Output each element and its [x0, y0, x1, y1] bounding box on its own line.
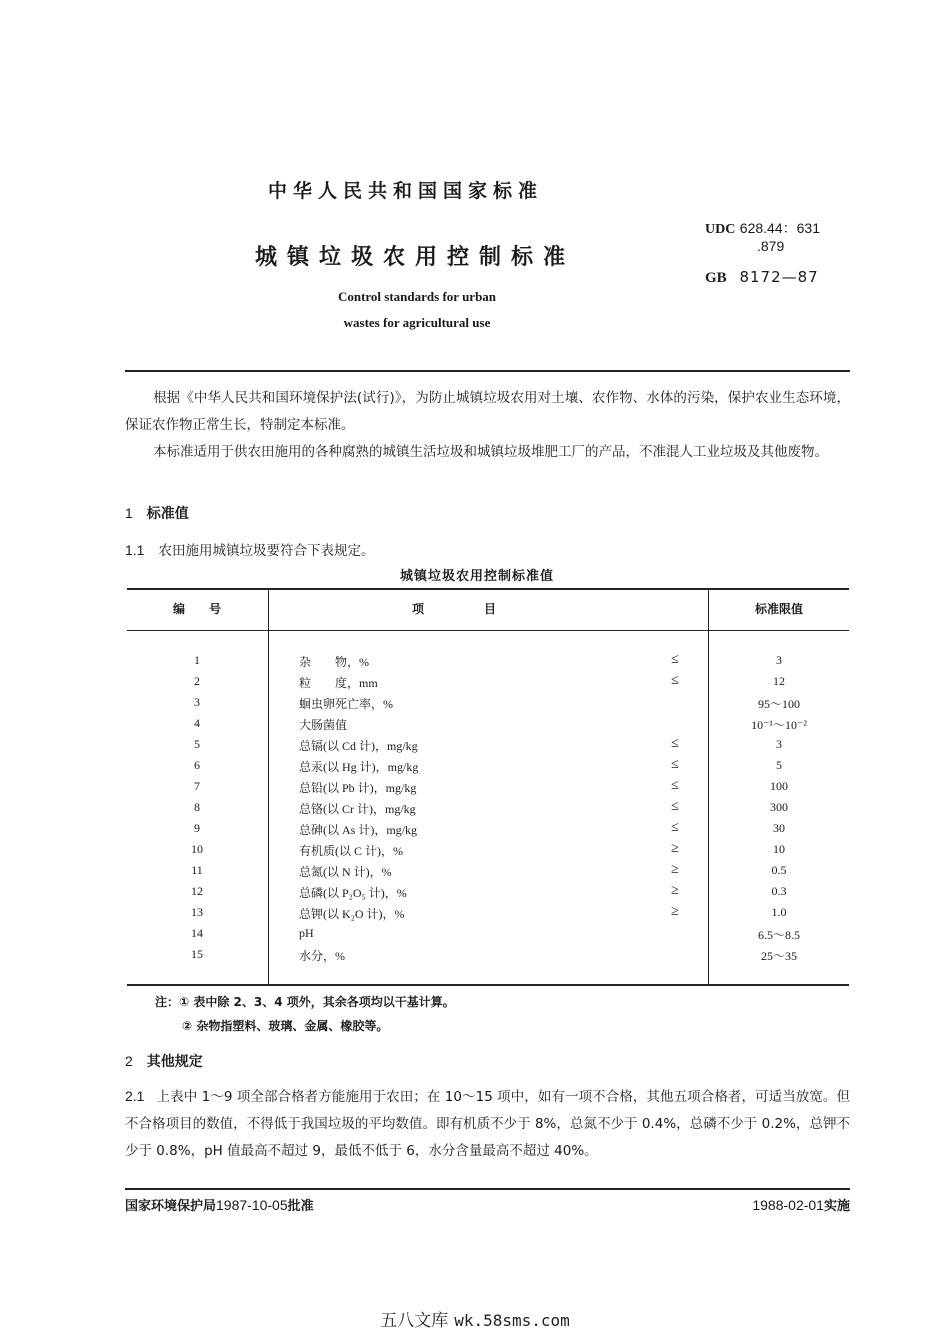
- table-header-no: 编 号: [172, 602, 221, 616]
- row-value: 10: [773, 842, 785, 856]
- row-number: 13: [191, 905, 203, 919]
- table-row: [127, 695, 849, 716]
- standard-title-cn: 城镇垃圾农用控制标准: [255, 245, 576, 270]
- row-item: 杂 物，%: [299, 655, 369, 669]
- clause-2-1-text: 上表中 1～9 项全部合格者方能施用于农田；在 10～15 项中，如有一项不合格，其他五项合格者，可适当放宽。但不合格项目的数值，不得低于我国垃圾的平均数值。即有机质不少于 8%，总氮不少于 0.4%，总磷不少于 0.2%，总钾不少于 0.8%，pH 值最高不超过 9，最低不低于 6，水分含量最高不超过 40%。: [125, 1089, 850, 1159]
- intro-paragraph-1-text: 根据《中华人民共和国环境保护法(试行)》，为防止城镇垃圾农用对土壤、农作物、水体的污染，保护农业生态环境，保证农作物正常生长，特制定本标准。: [125, 390, 850, 433]
- table-row: [127, 842, 849, 863]
- gb-number: 8172—87: [739, 268, 819, 286]
- table-row: [127, 863, 849, 884]
- row-number: 9: [194, 821, 200, 835]
- footer-divider: [125, 1188, 850, 1190]
- table-caption: 城镇垃圾农用控制标准值: [400, 569, 555, 584]
- row-value: 3: [776, 653, 782, 667]
- table-row: [127, 758, 849, 779]
- approval-suffix: 批准: [287, 1199, 314, 1214]
- clause-1-1-number: 1.1: [125, 542, 145, 558]
- standards-table: [127, 588, 849, 986]
- row-number: 11: [191, 863, 203, 877]
- row-item: 总钾(以 K₂O 计)，%: [299, 907, 405, 921]
- row-operator: ≤: [671, 736, 679, 751]
- clause-1-1-text: 农田施用城镇垃圾要符合下表规定。: [158, 543, 375, 559]
- row-item: pH: [299, 926, 314, 940]
- row-value: 300: [770, 800, 788, 814]
- row-number: 5: [194, 737, 200, 751]
- watermark-site: wk.58sms.com: [454, 1311, 570, 1330]
- table-row: [127, 674, 849, 695]
- table-row: [127, 926, 849, 947]
- row-value: 10⁻¹～10⁻²: [751, 718, 807, 732]
- approval-date: 1987-10-05: [216, 1197, 288, 1213]
- table-row: [127, 821, 849, 842]
- row-operator: ≥: [671, 841, 679, 856]
- row-operator: ≤: [671, 778, 679, 793]
- row-item: 水分，%: [299, 949, 345, 963]
- table-row: [127, 947, 849, 968]
- row-value: 6.5～8.5: [757, 928, 800, 942]
- row-value: 30: [773, 821, 785, 835]
- row-item: 总铅(以 Pb 计)，mg/kg: [299, 781, 417, 795]
- watermark: [0, 1306, 950, 1331]
- row-number: 15: [191, 947, 203, 961]
- effective-info: [752, 1195, 850, 1214]
- row-item: 总镉(以 Cd 计)，mg/kg: [299, 739, 418, 753]
- udc-code: [705, 220, 820, 254]
- table-note-1: 注：① 表中除 2、3、4 项外，其余各项均以干基计算。: [155, 995, 455, 1009]
- gb-code: [705, 268, 819, 287]
- intro-paragraph-2-text: 本标准适用于供农田施用的各种腐熟的城镇生活垃圾和城镇垃圾堆肥工厂的产品，不准混人工业垃圾及其他废物。: [153, 444, 828, 460]
- row-value: 95～100: [757, 697, 800, 711]
- row-value: 1.0: [771, 905, 787, 919]
- row-operator: ≥: [671, 862, 679, 877]
- row-item: 大肠菌值: [299, 718, 348, 732]
- row-item: 蛔虫卵死亡率，%: [299, 697, 393, 711]
- table-row: [127, 800, 849, 821]
- row-number: 2: [194, 674, 200, 688]
- table-row: [127, 653, 849, 674]
- section-2-heading: [125, 1051, 203, 1071]
- approval-info: [125, 1195, 314, 1214]
- row-number: 6: [194, 758, 200, 772]
- effective-suffix: 实施: [823, 1199, 850, 1214]
- row-number: 4: [194, 716, 200, 730]
- row-number: 8: [194, 800, 200, 814]
- national-standard-heading: 中华人民共和国国家标准: [268, 180, 544, 202]
- table-note-2: ② 杂物指塑料、玻璃、金属、橡胶等。: [182, 1019, 389, 1033]
- row-item: 有机质(以 C 计)，%: [299, 844, 403, 858]
- row-operator: ≤: [671, 799, 679, 814]
- row-operator: ≤: [671, 820, 679, 835]
- table-row: [127, 779, 849, 800]
- row-number: 3: [194, 695, 200, 709]
- row-value: 25～35: [760, 949, 797, 963]
- row-number: 1: [194, 653, 200, 667]
- table-row: [127, 884, 849, 905]
- effective-date: 1988-02-01: [752, 1197, 824, 1213]
- row-value: 12: [773, 674, 785, 688]
- row-operator: ≤: [671, 652, 679, 667]
- row-operator: ≥: [671, 883, 679, 898]
- clause-2-1: [125, 1083, 850, 1165]
- udc-label: UDC: [705, 222, 736, 237]
- intro-paragraph-1: [125, 385, 850, 439]
- row-item: 粒 度，mm: [299, 676, 378, 690]
- standard-title-en-line2: wastes for agricultural use: [343, 315, 491, 330]
- table-header-rule: [127, 630, 849, 631]
- row-item: 总磷(以 P₂O₅ 计)，%: [299, 886, 407, 900]
- section-1-heading: [125, 503, 189, 523]
- row-operator: ≥: [671, 904, 679, 919]
- row-number: 14: [191, 926, 203, 940]
- approver: 国家环境保护局: [125, 1199, 217, 1214]
- section-1-title: 标准值: [146, 506, 189, 522]
- clause-2-1-number: 2.1: [125, 1088, 145, 1104]
- row-value: 0.5: [771, 863, 787, 877]
- row-number: 10: [191, 842, 203, 856]
- row-item: 总氮(以 N 计)，%: [299, 865, 392, 879]
- row-number: 12: [191, 884, 203, 898]
- row-value: 0.3: [771, 884, 787, 898]
- table-row: [127, 905, 849, 926]
- table-header-limit: 标准限值: [754, 602, 803, 616]
- row-value: 3: [776, 737, 782, 751]
- header-divider: [125, 370, 850, 372]
- row-item: 总汞(以 Hg 计)，mg/kg: [299, 760, 419, 774]
- table-row: [127, 716, 849, 737]
- section-2-number: 2: [125, 1053, 133, 1069]
- clause-1-1: [125, 539, 374, 559]
- udc-value: 628.44：631: [739, 220, 820, 236]
- standard-title-en-line1: Control standards for urban: [337, 289, 497, 304]
- row-value: 5: [776, 758, 782, 772]
- table-header-item: 项 目: [412, 602, 497, 616]
- row-item: 总铬(以 Cr 计)，mg/kg: [299, 802, 416, 816]
- udc-value-cont: .879: [757, 238, 785, 254]
- intro-paragraph-2: [125, 439, 850, 466]
- table-bottom-rule: [127, 984, 849, 986]
- section-2-title: 其他规定: [146, 1054, 203, 1070]
- section-1-number: 1: [125, 505, 133, 521]
- row-operator: ≤: [671, 757, 679, 772]
- gb-label: GB: [705, 270, 727, 286]
- watermark-name: 五八文库: [380, 1311, 449, 1331]
- row-item: 总砷(以 As 计)，mg/kg: [299, 823, 417, 837]
- row-operator: ≤: [671, 673, 679, 688]
- table-top-rule: [127, 588, 849, 590]
- row-number: 7: [194, 779, 200, 793]
- table-row: [127, 737, 849, 758]
- row-value: 100: [770, 779, 788, 793]
